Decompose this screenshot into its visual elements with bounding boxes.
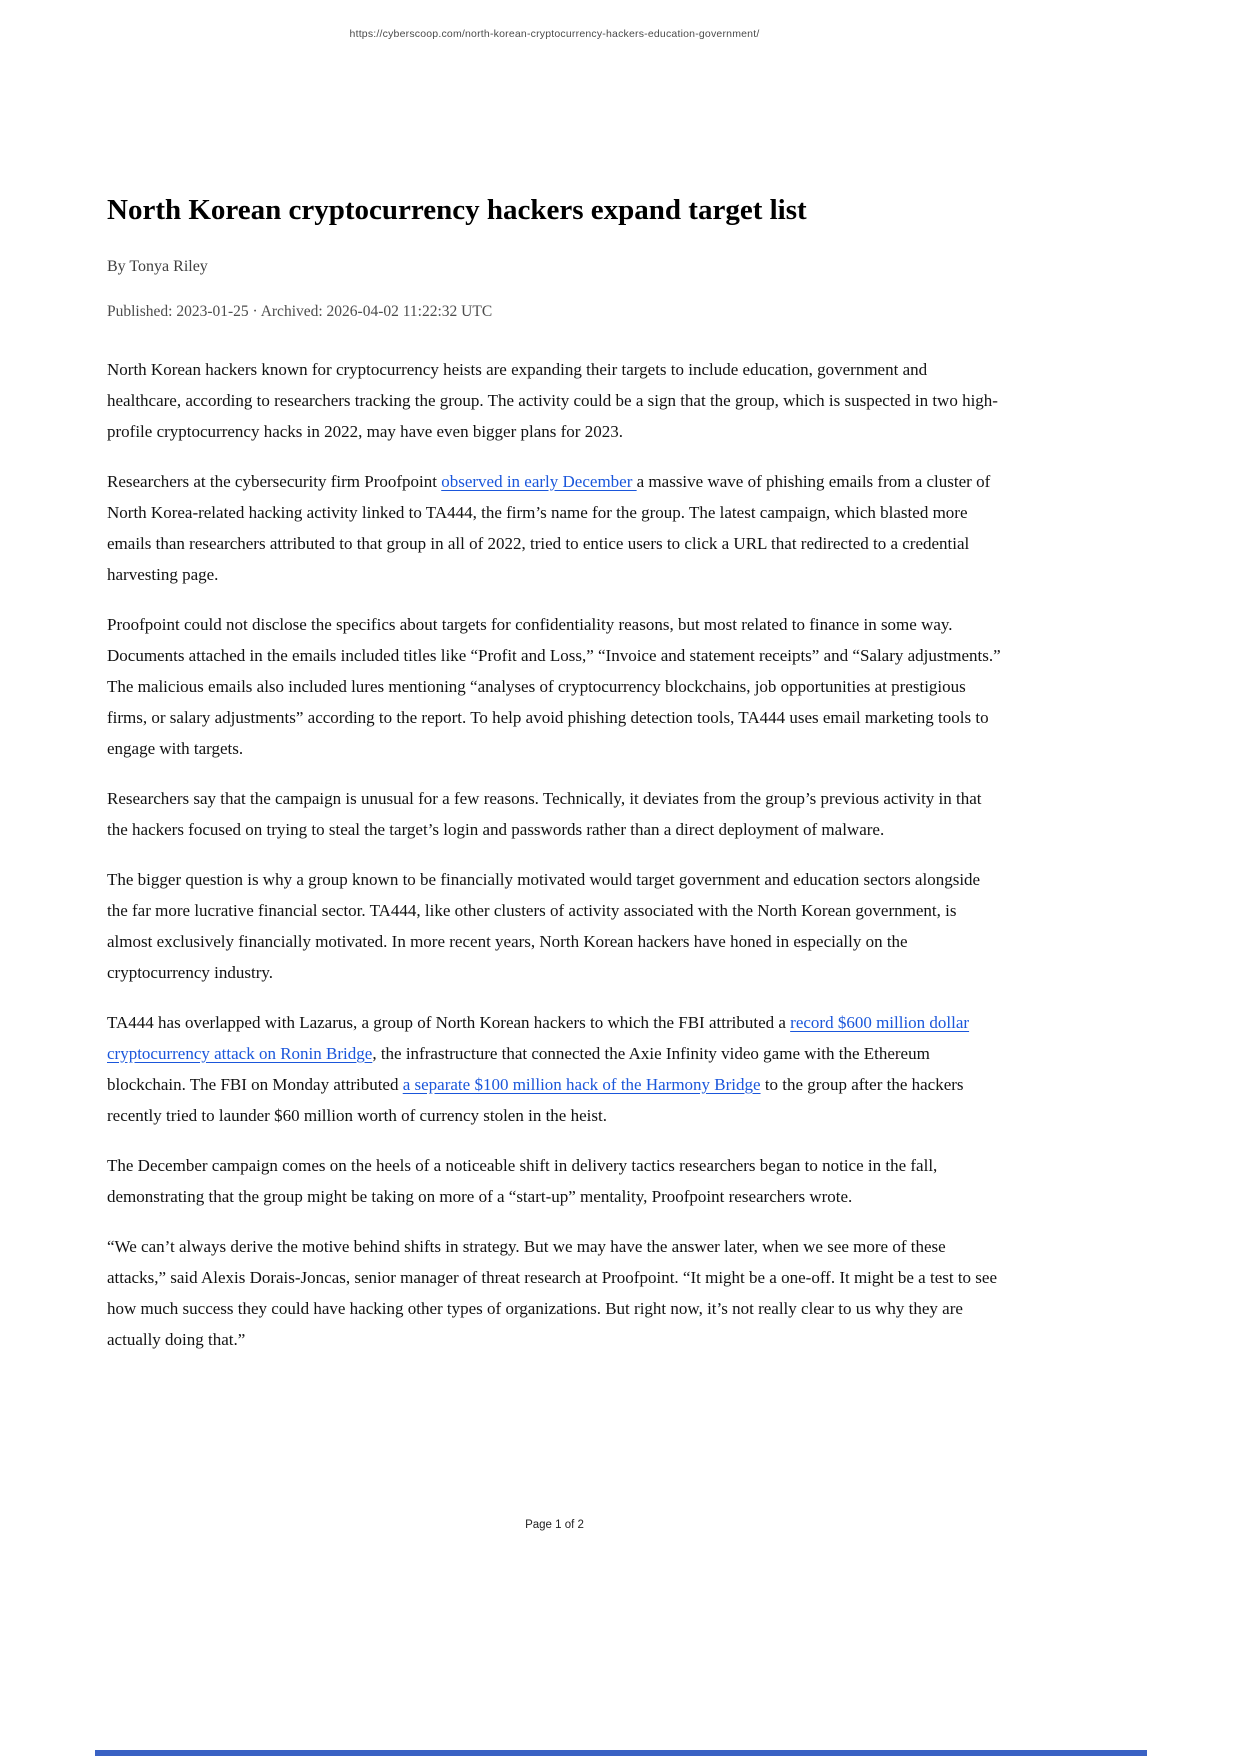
text-segment: The December campaign comes on the heels of a noticeable shift in delivery tactics researchers began to notice in the fall, demonstrating that the group might be taking on more of a “start-up” mentality, Proofpoint researchers wrote.	[107, 1155, 938, 1206]
text-segment: Researchers say that the campaign is unusual for a few reasons. Technically, it deviates from the group’s previous activity in that the hackers focused on trying to steal the target’s login and passwords rather than a direct deployment of malware.	[107, 788, 982, 839]
text-segment: , the infrastructure that connected the Axie Infinity video game with the Ethereum blockchain. The FBI on Monday attributed	[107, 1043, 930, 1094]
article-body	[107, 354, 1002, 1355]
article-paragraph	[107, 1231, 1002, 1355]
inline-link[interactable]: record $600 million dollar cryptocurrency attack on Ronin Bridge	[107, 1012, 970, 1063]
print-header-url: https://cyberscoop.com/north-korean-cryptocurrency-hackers-education-government/	[349, 28, 760, 40]
text-segment: to the group after the hackers recently tried to launder $60 million worth of currency stolen in the heist.	[107, 1074, 964, 1125]
article-paragraph	[107, 864, 1002, 988]
text-segment: Proofpoint could not disclose the specifics about targets for confidentiality reasons, but most related to finance in some way. Documents attached in the emails included titles like “Profit and Loss,” “Invoice and statement receipts” and “Salary adjustments.” The malicious emails also included lures mentioning “analyses of cryptocurrency blockchains, job opportunities at prestigious firms, or salary adjustments” according to the report. To help avoid phishing detection tools, TA444 uses email marketing tools to engage with targets.	[107, 614, 1001, 758]
text-segment: TA444 has overlapped with Lazarus, a group of North Korean hackers to which the FBI attributed a	[107, 1012, 791, 1032]
article-paragraph	[107, 466, 1002, 590]
article	[107, 193, 1002, 1374]
text-segment: “We can’t always derive the motive behind shifts in strategy. But we may have the answer later, when we see more of these attacks,” said Alexis Dorais-Joncas, senior manager of threat research at Proofpoint. “It might be a one-off. It might be a test to see how much success they could have hacking other types of organizations. But right now, it’s not really clear to us why they are actually doing that.”	[107, 1236, 998, 1349]
article-byline: By Tonya Riley	[107, 257, 208, 275]
text-segment: a massive wave of phishing emails from a cluster of North Korea-related hacking activity linked to TA444, the firm’s name for the group. The latest campaign, which blasted more emails than researchers attributed to that group in all of 2022, tried to entice users to click a URL that redirected to a credential harvesting page.	[107, 471, 991, 584]
article-paragraph	[107, 609, 1002, 764]
text-segment: Researchers at the cybersecurity firm Proofpoint	[107, 471, 442, 491]
inline-link[interactable]: observed in early December	[441, 471, 637, 491]
article-paragraph	[107, 1150, 1002, 1212]
article-paragraph	[107, 1007, 1002, 1131]
inline-link[interactable]: a separate $100 million hack of the Harmony Bridge	[402, 1074, 761, 1094]
next-page-top-edge	[95, 1750, 1147, 1756]
article-title: North Korean cryptocurrency hackers expand target list	[107, 194, 807, 226]
page-number-footer: Page 1 of 2	[525, 1519, 584, 1531]
article-paragraph	[107, 354, 1002, 447]
text-segment: North Korean hackers known for cryptocurrency heists are expanding their targets to include education, government and healthcare, according to researchers tracking the group. The activity could be a sign that the group, which is suspected in two high-profile cryptocurrency hacks in 2022, may have even bigger plans for 2023.	[107, 359, 998, 441]
article-meta-published-archived: Published: 2023-01-25 · Archived: 2026-04-02 11:22:32 UTC	[107, 302, 493, 320]
article-paragraph	[107, 783, 1002, 845]
text-segment: The bigger question is why a group known to be financially motivated would target government and education sectors alongside the far more lucrative financial sector. TA444, like other clusters of activity associated with the North Korean government, is almost exclusively financially motivated. In more recent years, North Korean hackers have honed in especially on the cryptocurrency industry.	[107, 869, 981, 982]
